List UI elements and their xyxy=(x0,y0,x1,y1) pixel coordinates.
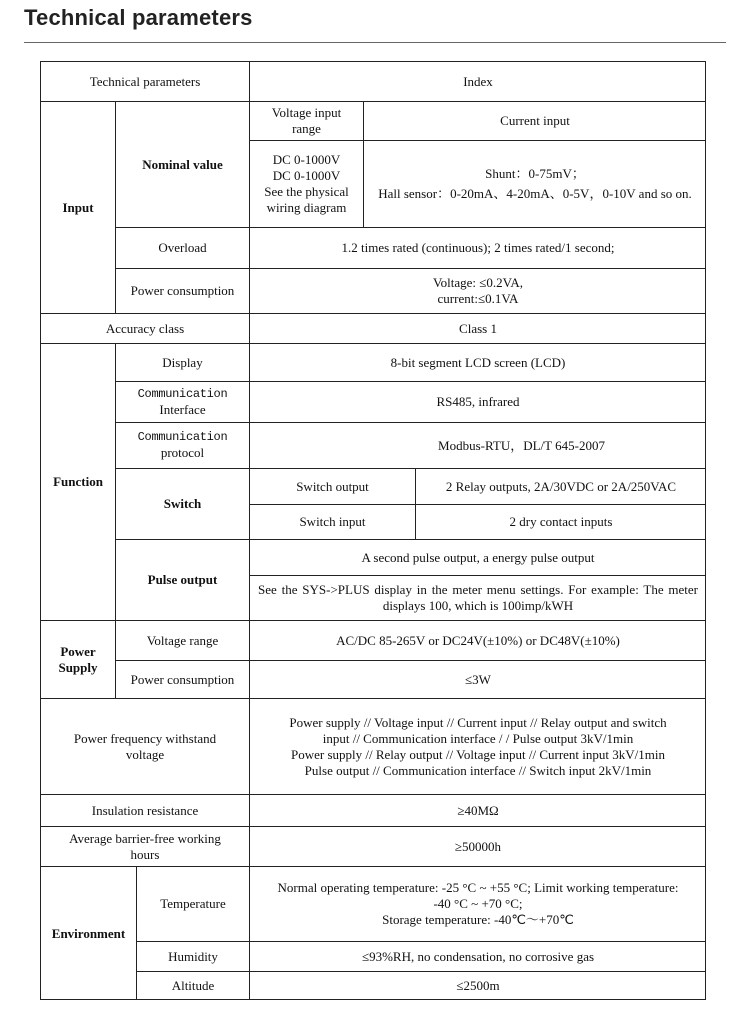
voltage-input-header-line2: range xyxy=(292,121,321,136)
current-line-hall: Hall sensor：0-20mA、4-20mA、0-5V，0-10V and so on. xyxy=(378,186,692,201)
value-altitude: ≤2500m xyxy=(456,978,500,993)
value-temperature xyxy=(250,867,706,942)
value-communication-interface: RS485, infrared xyxy=(250,382,706,423)
withstand-line: Pulse output // Communication interface // Switch input 2kV/1min xyxy=(304,762,652,778)
withstand-line: Power supply // Relay output // Voltage input // Current input 3kV/1min xyxy=(291,746,665,762)
value-switch-output: 2 Relay outputs, 2A/30VDC or 2A/250VAC xyxy=(416,469,706,505)
label-switch-output: Switch output xyxy=(250,469,416,505)
current-input-header: Current input xyxy=(364,102,706,141)
voltage-line: See the physical xyxy=(264,184,349,199)
label-temperature: Temperature xyxy=(137,867,250,942)
withstand-label-line1: Power frequency withstand xyxy=(73,730,217,746)
power-supply-line2: Supply xyxy=(58,659,98,675)
temperature-line: Storage temperature: -40℃～+70℃ xyxy=(382,912,574,927)
temperature-line: -40 °C ~ +70 °C; xyxy=(433,896,523,911)
current-line-shunt: Shunt：0-75mV； xyxy=(485,166,585,181)
label-altitude: Altitude xyxy=(137,972,250,1000)
withstand-line: Power supply // Voltage input // Current input // Relay output and switch xyxy=(289,714,667,730)
label-accuracy-class: Accuracy class xyxy=(41,314,250,344)
voltage-input-header-line1: Voltage input xyxy=(271,105,342,120)
withstand-label-line2: voltage xyxy=(125,746,165,762)
comm-interface-line1: Communication xyxy=(137,386,228,401)
label-display: Display xyxy=(116,344,250,382)
label-pulse-output: Pulse output xyxy=(116,540,250,621)
voltage-line: wiring diagram xyxy=(266,200,347,215)
label-communication-protocol xyxy=(116,423,250,469)
value-humidity: ≤93%RH, no condensation, no corrosive gas xyxy=(250,942,706,972)
group-input: Input xyxy=(41,102,116,314)
value-communication-protocol: Modbus-RTU，DL/T 645-2007 xyxy=(250,423,706,469)
value-insulation-resistance: ≥40MΩ xyxy=(250,795,706,827)
value-pulse-line1: A second pulse output, a energy pulse output xyxy=(250,540,706,576)
value-overload: 1.2 times rated (continuous); 2 times rated/1 second; xyxy=(250,228,706,269)
label-voltage-range: Voltage range xyxy=(116,621,250,661)
header-param: Technical parameters xyxy=(41,62,250,102)
label-average-working-hours xyxy=(41,827,250,867)
mtbf-label-line1: Average barrier-free working xyxy=(69,830,221,846)
value-voltage-range: AC/DC 85-265V or DC24V(±10%) or DC48V(±10%) xyxy=(250,621,706,661)
power-supply-line1: Power xyxy=(60,643,96,659)
mtbf-label-line2: hours xyxy=(130,846,160,862)
value-supply-power-consumption: ≤3W xyxy=(250,661,706,699)
label-input-power-consumption: Power consumption xyxy=(116,269,250,314)
comm-interface-line2: Interface xyxy=(159,401,206,417)
label-withstand-voltage xyxy=(41,699,250,795)
temperature-line: Normal operating temperature: -25 °C ~ +55 °C; Limit working temperature: xyxy=(277,880,679,895)
title-divider xyxy=(24,42,726,43)
label-communication-interface xyxy=(116,382,250,423)
current-input-values xyxy=(364,141,706,228)
voltage-input-values xyxy=(250,141,364,228)
withstand-line: input // Communication interface / / Pulse output 3kV/1min xyxy=(322,730,634,746)
value-pulse-line2: See the SYS->PLUS display in the meter menu settings. For example: The meter displays 100, which is 100imp/kWH xyxy=(250,576,706,621)
power-current-line: current:≤0.1VA xyxy=(437,291,519,306)
value-switch-input: 2 dry contact inputs xyxy=(416,505,706,540)
label-switch: Switch xyxy=(116,469,250,540)
label-supply-power-consumption: Power consumption xyxy=(116,661,250,699)
power-voltage-line: Voltage: ≤0.2VA, xyxy=(432,275,524,290)
label-nominal-value: Nominal value xyxy=(116,102,250,228)
voltage-input-header xyxy=(250,102,364,141)
voltage-line: DC 0-1000V xyxy=(272,168,341,183)
label-overload: Overload xyxy=(116,228,250,269)
voltage-line: DC 0-1000V xyxy=(272,152,341,167)
label-humidity: Humidity xyxy=(137,942,250,972)
value-average-working-hours: ≥50000h xyxy=(250,827,706,867)
value-display: 8-bit segment LCD screen (LCD) xyxy=(250,344,706,382)
value-input-power-consumption xyxy=(250,269,706,314)
page-title: Technical parameters xyxy=(24,5,253,30)
group-environment: Environment xyxy=(41,867,137,1000)
group-power-supply xyxy=(41,621,116,699)
group-function: Function xyxy=(41,344,116,621)
label-switch-input: Switch input xyxy=(250,505,416,540)
comm-protocol-line2: protocol xyxy=(160,445,205,460)
value-accuracy-class: Class 1 xyxy=(250,314,706,344)
comm-protocol-line1: Communication xyxy=(137,430,228,444)
header-index: Index xyxy=(250,62,706,102)
label-insulation-resistance: Insulation resistance xyxy=(41,795,250,827)
spec-table xyxy=(40,61,706,1000)
value-withstand-voltage xyxy=(250,699,706,795)
